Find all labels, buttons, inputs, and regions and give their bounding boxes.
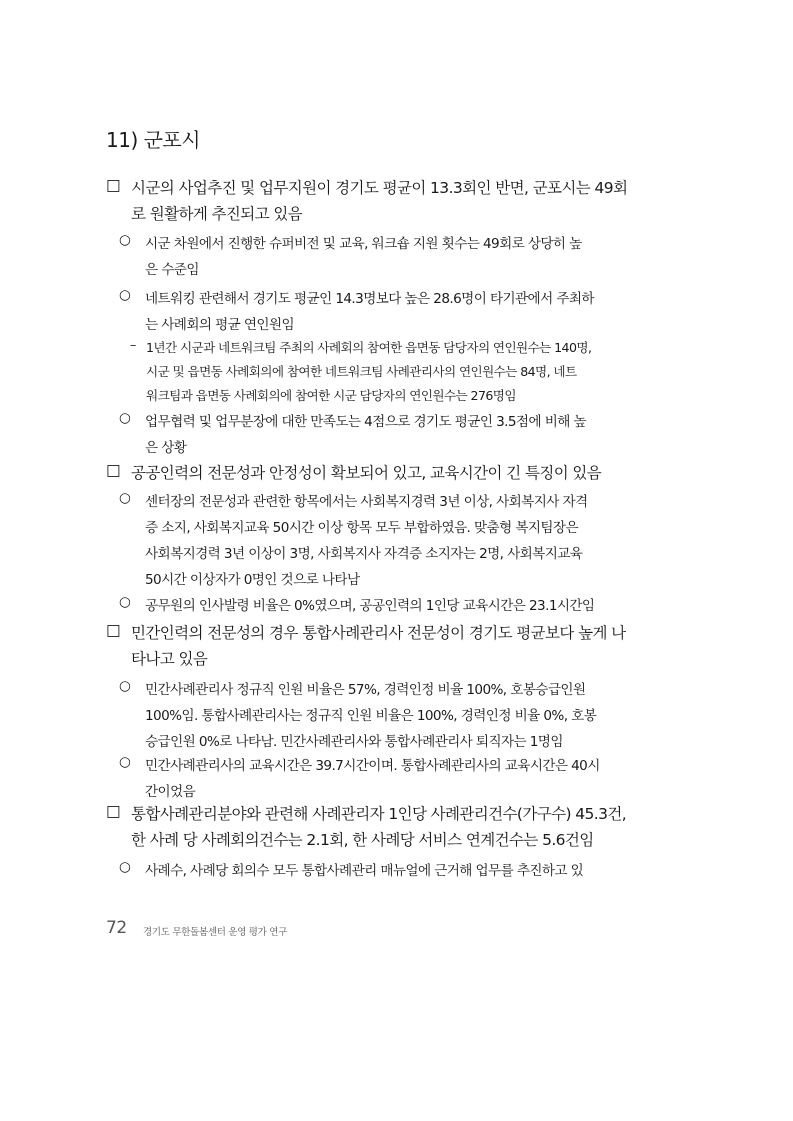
body-text-line: 민간사례관리사의 교육시간은 39.7시간이며. 통합사례관리사의 교육시간은 40시 <box>145 758 600 774</box>
body-text-line: 은 수준임 <box>145 262 199 278</box>
body-text-line: 공공인력의 전문성과 안정성이 확보되어 있고, 교육시간이 긴 특징이 있음 <box>131 464 602 482</box>
circle-bullet: ○ <box>119 754 131 770</box>
body-text-line: 1년간 시군과 네트워크팀 주최의 사례회의 참여한 읍면동 담당자의 연인원수는 140명, <box>146 340 592 355</box>
body-text-line: 업무협력 및 업무분장에 대한 만족도는 4점으로 경기도 평균인 3.5점에 비해 높 <box>145 414 587 430</box>
body-text-line: 시군 및 읍면동 사례회의에 참여한 네트워크팀 사례관리사의 연인원수는 84명, 네트 <box>146 364 577 379</box>
body-text-line: 은 상황 <box>145 440 187 456</box>
circle-bullet: ○ <box>119 410 131 426</box>
square-bullet: □ <box>106 802 121 820</box>
circle-bullet: ○ <box>119 594 131 610</box>
square-bullet: □ <box>106 176 121 194</box>
body-text-line: 는 사례회의 평균 연인원임 <box>145 317 295 333</box>
body-text-line: 사회복지경력 3년 이상이 3명, 사회복지사 자격증 소지자는 2명, 사회복지교육 <box>145 546 583 562</box>
body-text-line: 시군 차원에서 진행한 슈퍼비전 및 교육, 워크숍 지원 횟수는 49회로 상당히 높 <box>145 236 582 252</box>
body-text-line: 승급인원 0%로 나타남. 민간사례관리사와 통합사례관리사 퇴직자는 1명임 <box>145 734 563 750</box>
body-text-line: 100%임. 통합사례관리사는 정규직 인원 비율은 100%, 경력인정 비율 0%, 호봉 <box>145 708 597 724</box>
body-text-line: 로 원활하게 추진되고 있음 <box>131 205 303 223</box>
square-bullet: □ <box>106 461 121 479</box>
body-text-line: 민간사례관리사 정규직 인원 비율은 57%, 경력인정 비율 100%, 호봉승급인원 <box>145 682 586 698</box>
circle-bullet: ○ <box>119 678 131 694</box>
body-text-line: 타나고 있음 <box>131 650 208 668</box>
body-text-line: 네트워킹 관련해서 경기도 평균인 14.3명보다 높은 28.6명이 타기관에서 주최하 <box>145 291 594 307</box>
body-text-line: 사례수, 사례당 회의수 모두 통합사례관리 매뉴얼에 근거해 업무를 추진하고 있 <box>145 863 584 879</box>
body-text-line: 증 소지, 사회복지교육 50시간 이상 항목 모두 부합하였음. 맞춤형 복지팀장은 <box>145 520 578 536</box>
section-heading: 11) 군포시 <box>106 128 201 152</box>
body-text-line: 통합사례관리분야와 관련해 사례관리자 1인당 사례관리건수(가구수) 45.3건, <box>131 805 627 823</box>
circle-bullet: ○ <box>119 287 131 303</box>
body-text-line: 워크팀과 읍면동 사례회의에 참여한 시군 담당자의 연인원수는 276명임 <box>146 388 516 403</box>
circle-bullet: ○ <box>119 232 131 248</box>
page-number: 72 <box>106 918 127 938</box>
square-bullet: □ <box>106 621 121 639</box>
body-text-line: 시군의 사업추진 및 업무지원이 경기도 평균이 13.3회인 반면, 군포시는 49회 <box>131 179 628 197</box>
body-text-line: 간이었음 <box>145 784 196 800</box>
footer-doc-title: 경기도 무한돌봄센터 운영 평가 연구 <box>143 927 288 938</box>
circle-bullet: ○ <box>119 490 131 506</box>
dash-bullet: – <box>130 337 137 352</box>
circle-bullet: ○ <box>119 859 131 875</box>
body-text-line: 민간인력의 전문성의 경우 통합사례관리사 전문성이 경기도 평균보다 높게 나 <box>131 624 626 642</box>
body-text-line: 센터장의 전문성과 관련한 항목에서는 사회복지경력 3년 이상, 사회복지사 자격 <box>145 494 588 510</box>
body-text-line: 공무원의 인사발령 비율은 0%였으며, 공공인력의 1인당 교육시간은 23.1시간임 <box>145 598 595 614</box>
body-text-line: 한 사례 당 사례회의건수는 2.1회, 한 사례당 서비스 연계건수는 5.6건임 <box>131 831 594 849</box>
body-text-line: 50시간 이상자가 0명인 것으로 나타남 <box>145 572 360 588</box>
